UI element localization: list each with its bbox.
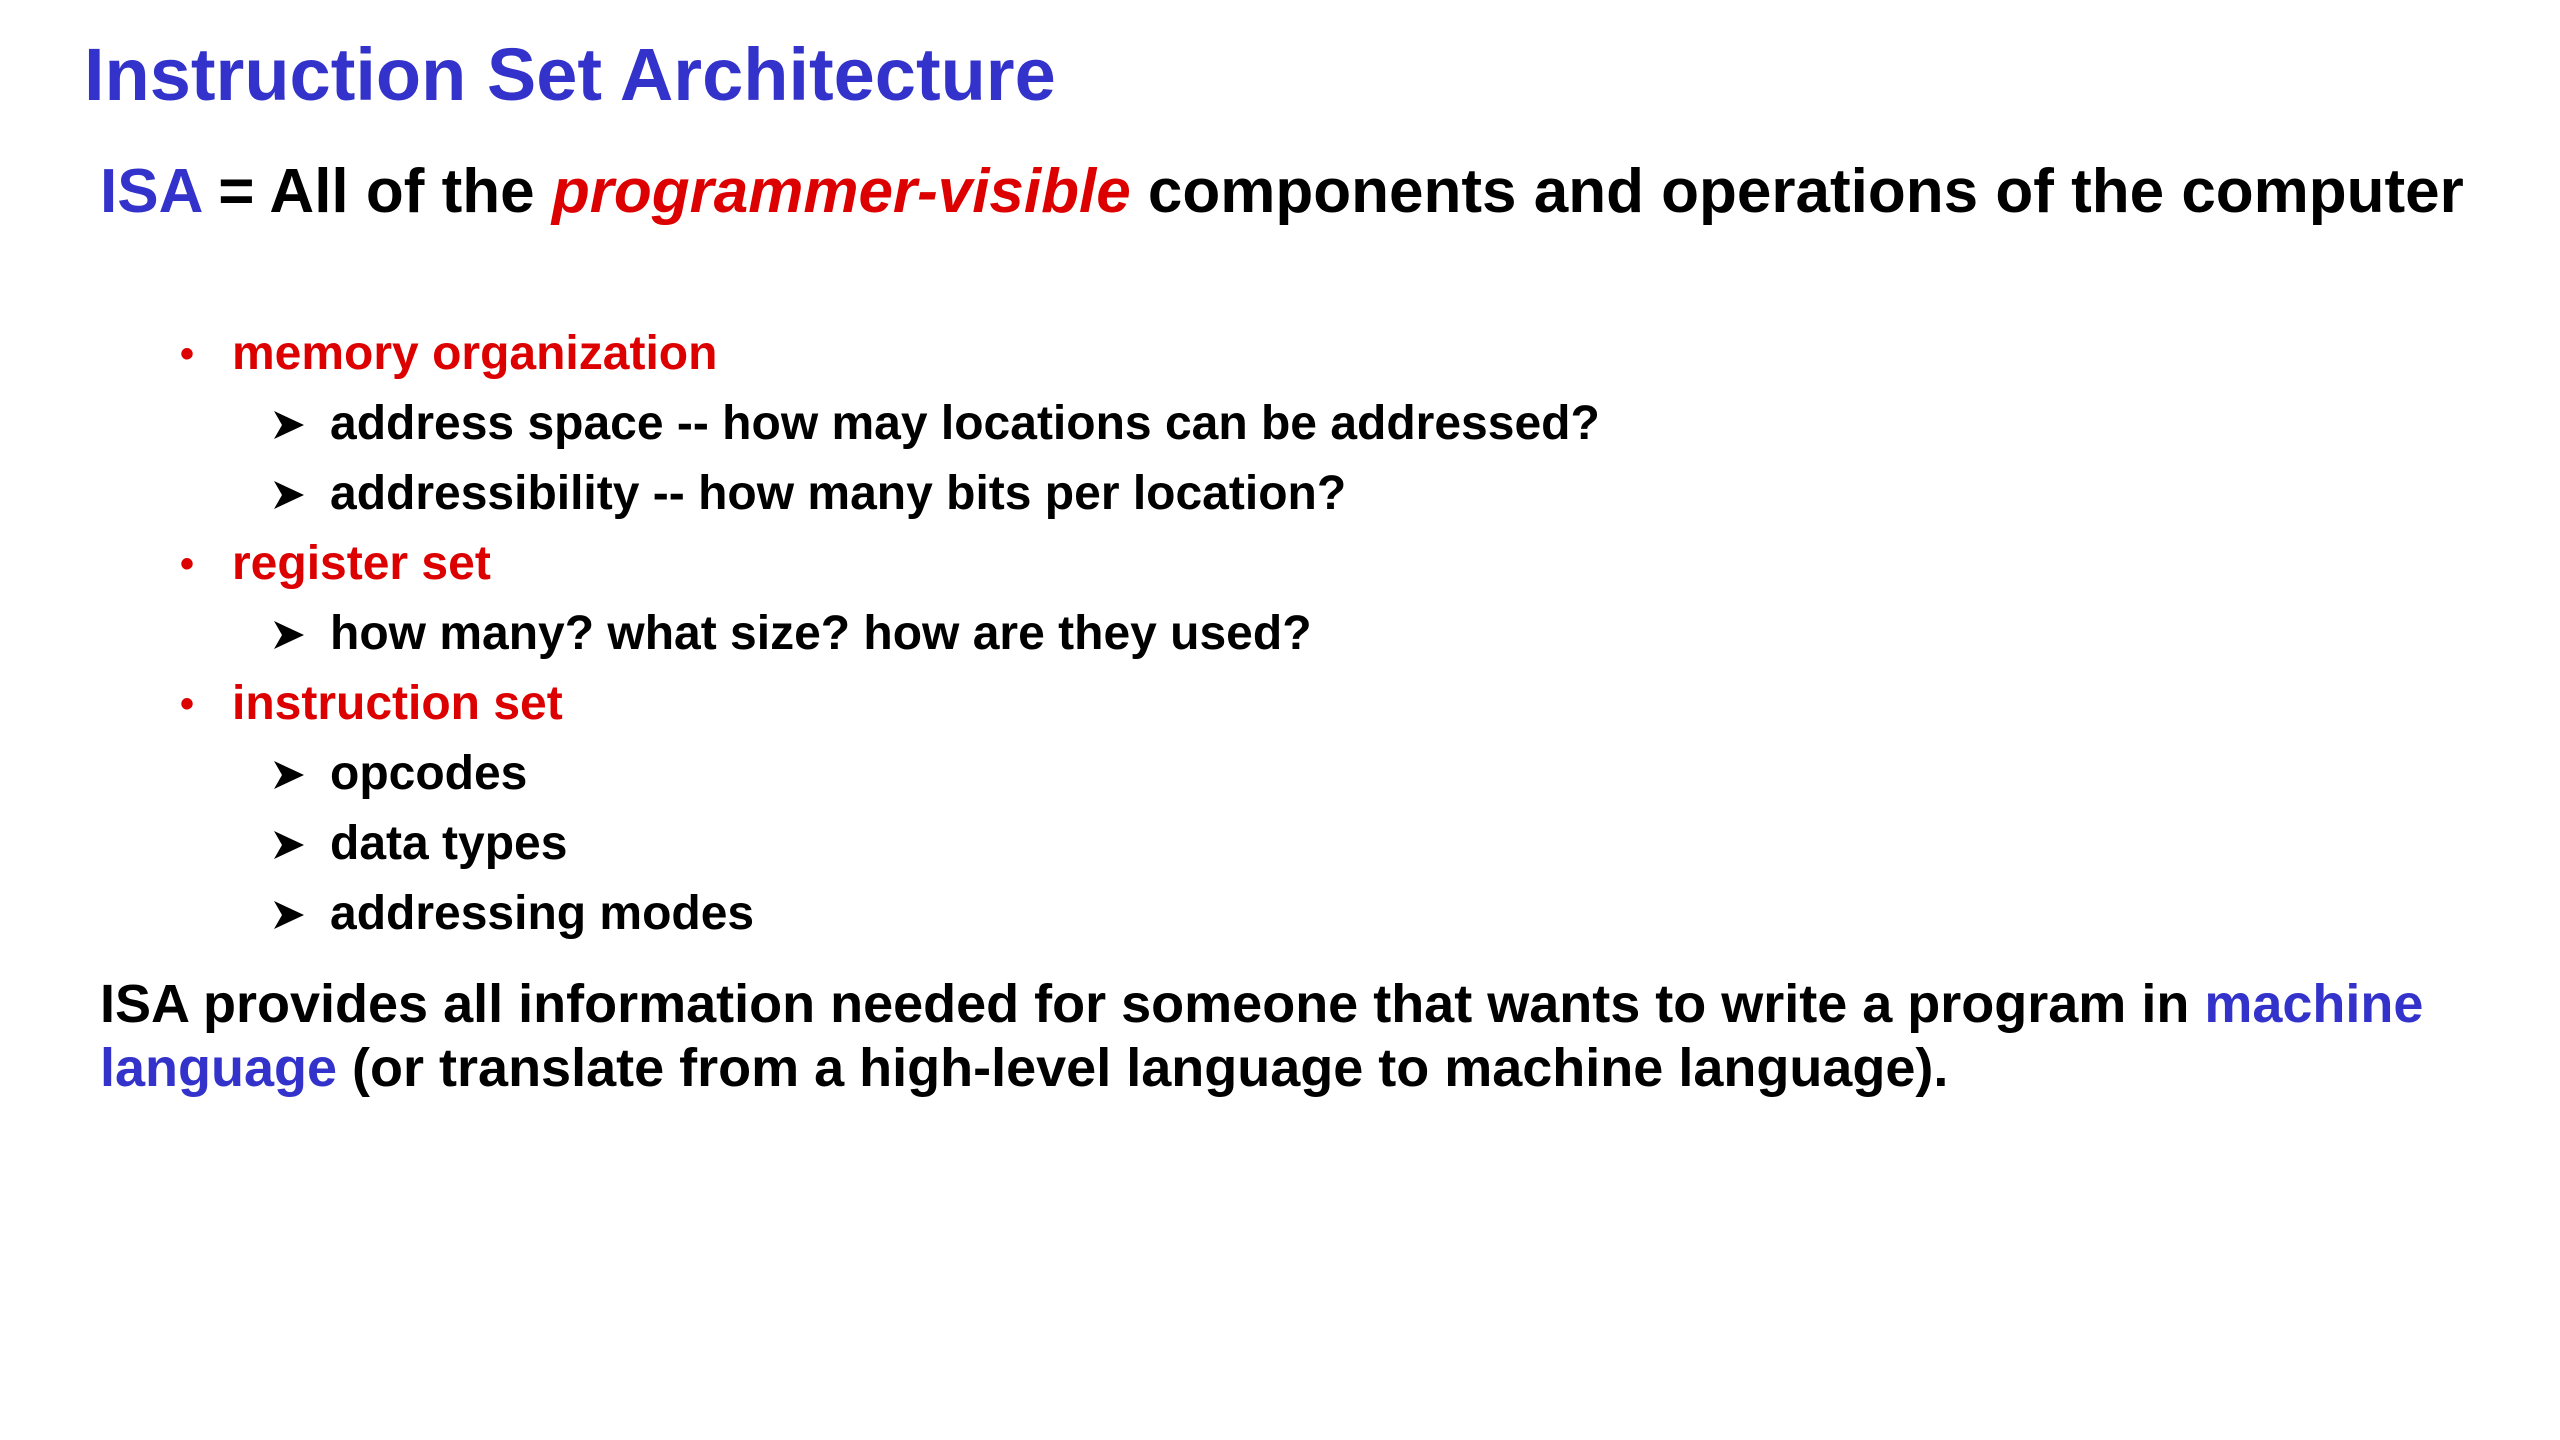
sub-bullet-addressing-modes xyxy=(330,884,754,944)
bullet-memory-organization xyxy=(179,324,718,384)
bullet-dot-icon: • xyxy=(179,682,194,726)
arrowhead-bullet-icon xyxy=(272,758,306,792)
sub-bullet-opcodes xyxy=(330,744,527,804)
bullet-heading: instruction set xyxy=(232,677,563,730)
arrowhead-bullet-icon xyxy=(272,478,306,512)
summary-text-before: ISA provides all information needed for someone that wants to write a program in xyxy=(100,974,2205,1034)
sub-bullet-text: addressibility -- how many bits per location? xyxy=(330,467,1347,520)
bullet-dot-icon: • xyxy=(179,542,194,586)
programmer-visible-emphasis: programmer-visible xyxy=(551,157,1131,226)
bullet-heading: memory organization xyxy=(232,327,718,380)
bullet-instruction-set xyxy=(179,674,563,734)
isa-term: ISA xyxy=(100,157,202,226)
isa-definition xyxy=(100,154,2480,230)
isa-summary xyxy=(100,972,2490,1100)
sub-bullet-data-types xyxy=(330,814,567,874)
bullet-heading: register set xyxy=(232,537,491,590)
sub-bullet-text: address space -- how may locations can be addressed? xyxy=(330,397,1600,450)
arrowhead-bullet-icon xyxy=(272,898,306,932)
bullet-dot-icon: • xyxy=(179,332,194,376)
sub-bullet-addressibility xyxy=(330,464,1346,524)
sub-bullet-text: how many? what size? how are they used? xyxy=(330,607,1312,660)
sub-bullet-text: addressing modes xyxy=(330,887,755,940)
sub-bullet-text: opcodes xyxy=(330,747,528,800)
sub-bullet-address-space xyxy=(330,394,1600,454)
bullet-register-set xyxy=(179,534,491,594)
machine-language-highlight: machine language xyxy=(100,974,2424,1098)
summary-text-after: (or translate from a high-level language to machine language). xyxy=(337,1038,1949,1098)
isa-definition-rest: components and operations of the computer xyxy=(1130,157,2464,226)
arrowhead-bullet-icon xyxy=(272,618,306,652)
arrowhead-bullet-icon xyxy=(272,408,306,442)
arrowhead-bullet-icon xyxy=(272,828,306,862)
isa-equals-text: = All of the xyxy=(201,157,552,226)
sub-bullet-register-questions xyxy=(330,604,1312,664)
sub-bullet-text: data types xyxy=(330,817,568,870)
slide-title: Instruction Set Architecture xyxy=(84,33,1056,116)
